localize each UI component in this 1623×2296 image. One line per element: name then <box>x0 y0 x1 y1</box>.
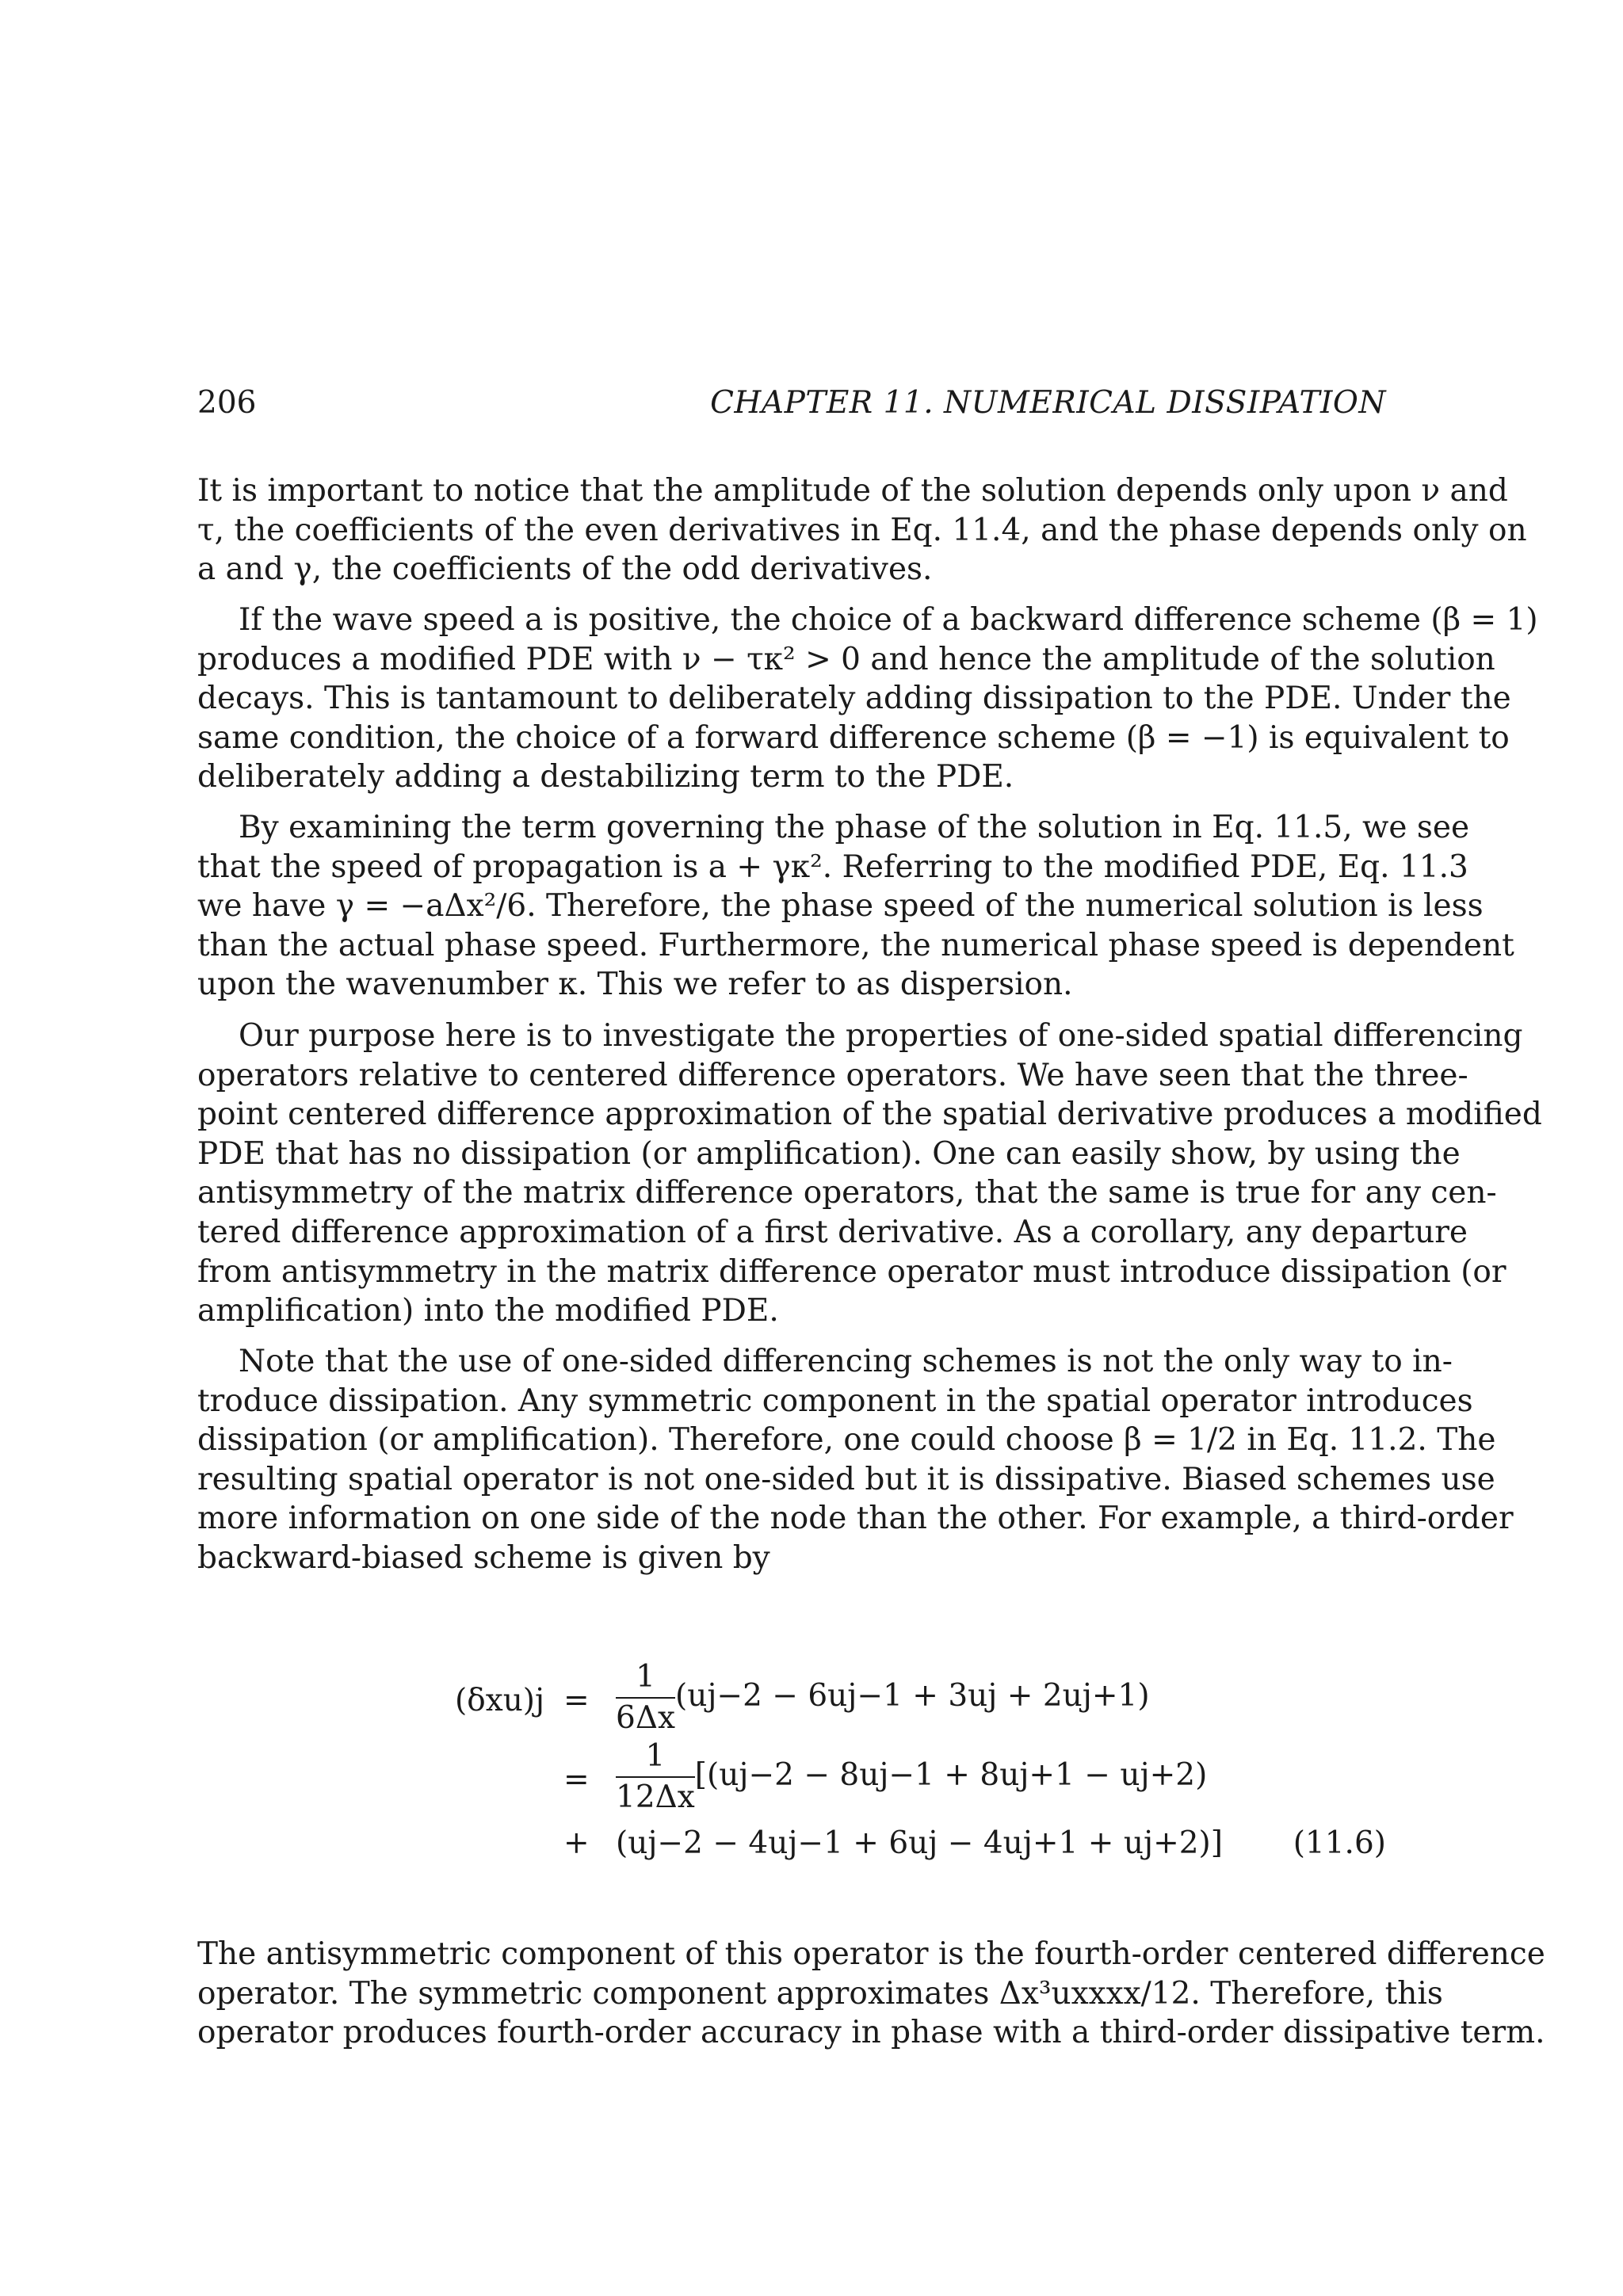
equation-lhs: (δxu)j <box>455 1683 545 1718</box>
equation-rhs <box>616 1737 1207 1817</box>
page-header <box>197 383 1386 423</box>
paragraph-line: that the speed of propagation is a + γκ². Referring to the modified PDE, Eq. 11.3 <box>197 849 1468 885</box>
page-content <box>197 0 1545 2296</box>
paragraph-line: It is important to notice that the amplitude of the solution depends only upon ν and <box>197 473 1508 509</box>
paragraph-line: If the wave speed a is positive, the choice of a backward difference scheme (β = 1) <box>239 602 1538 638</box>
paragraph-line: troduce dissipation. Any symmetric component in the spatial operator introduces <box>197 1383 1473 1419</box>
fraction-denominator: 6Δx <box>616 1700 675 1736</box>
paragraph-line: than the actual phase speed. Furthermore, the numerical phase speed is dependent <box>197 927 1514 963</box>
paragraph-line: The antisymmetric component of this operator is the fourth-order centered difference <box>197 1936 1545 1972</box>
paragraph-line: more information on one side of the node than the other. For example, a third-order <box>197 1501 1514 1537</box>
paragraph-line: upon the wavenumber κ. This we refer to as dispersion. <box>197 967 1073 1003</box>
paragraph-line: point centered difference approximation of the spatial derivative produces a modified <box>197 1097 1542 1133</box>
paragraph-3 <box>197 808 1514 1005</box>
paragraph-line: operator. The symmetric component approximates Δx³uxxxx/12. Therefore, this <box>197 1975 1443 2012</box>
fraction <box>616 1737 695 1817</box>
paragraph-line: a and γ, the coefficients of the odd derivatives. <box>197 551 933 588</box>
paragraph-line: PDE that has no dissipation (or amplification). One can easily show, by using the <box>197 1135 1461 1172</box>
paragraph-line: from antisymmetry in the matrix difference operator must introduce dissipation (or <box>197 1253 1507 1290</box>
paragraph-line: produces a modified PDE with ν − τκ² > 0 and hence the amplitude of the solution <box>197 641 1495 677</box>
fraction-denominator: 12Δx <box>616 1779 695 1815</box>
paragraph-line: antisymmetry of the matrix difference operators, that the same is true for any cen- <box>197 1175 1497 1211</box>
paragraph-line: dissipation (or amplification). Therefore, one could choose β = 1/2 in Eq. 11.2. The <box>197 1422 1496 1459</box>
paragraph-4 <box>197 1016 1542 1331</box>
paragraph-line: Note that the use of one-sided differencing schemes is not the only way to in- <box>239 1344 1453 1379</box>
paragraph-line: By examining the term governing the phase of the solution in Eq. 11.5, we see <box>239 810 1470 845</box>
paragraph-5 <box>197 1342 1514 1578</box>
running-title: CHAPTER 11. NUMERICAL DISSIPATION <box>710 385 1386 421</box>
fraction-numerator: 1 <box>616 1737 695 1778</box>
paragraph-line: operator produces fourth-order accuracy in phase with a third-order dissipative term. <box>197 2015 1545 2051</box>
paragraph-6 <box>197 1935 1545 2053</box>
equation-row-3 <box>197 1824 1386 1871</box>
paragraph-line: Our purpose here is to investigate the properties of one-sided spatial differencing <box>239 1018 1523 1054</box>
equation-rhs <box>616 1657 1150 1738</box>
paragraph-line: τ, the coefficients of the even derivatives in Eq. 11.4, and the phase depends only on <box>197 512 1527 548</box>
equation-terms: (uj−2 − 4uj−1 + 6uj − 4uj+1 + uj+2)] <box>616 1825 1223 1861</box>
equation-terms: (uj−2 − 6uj−1 + 3uj + 2uj+1) <box>674 1678 1150 1714</box>
paragraph-1 <box>197 471 1527 589</box>
paragraph-line: amplification) into the modified PDE. <box>197 1293 779 1329</box>
paragraph-line: backward-biased scheme is given by <box>197 1539 770 1576</box>
fraction <box>616 1657 675 1738</box>
paragraph-2 <box>197 601 1538 797</box>
equation-relation: = <box>563 1762 590 1798</box>
paragraph-line: we have γ = −aΔx²/6. Therefore, the phase speed of the numerical solution is less <box>197 888 1484 925</box>
paragraph-line: decays. This is tantamount to deliberately adding dissipation to the PDE. Under the <box>197 681 1511 717</box>
paragraph-line: same condition, the choice of a forward difference scheme (β = −1) is equivalent to <box>197 719 1510 756</box>
equation-relation: + <box>563 1825 590 1861</box>
paragraph-line: resulting spatial operator is not one-sided but it is dissipative. Biased schemes use <box>197 1461 1495 1497</box>
equation-number: (11.6) <box>1293 1825 1386 1861</box>
paragraph-line: operators relative to centered difference operators. We have seen that the three- <box>197 1057 1468 1093</box>
paragraph-line: deliberately adding a destabilizing term to the PDE. <box>197 759 1014 795</box>
equation-relation: = <box>563 1683 590 1718</box>
equation-11-6 <box>197 1657 1386 1887</box>
paragraph-line: tered difference approximation of a first derivative. As a corollary, any departure <box>197 1214 1468 1250</box>
fraction-numerator: 1 <box>616 1657 675 1699</box>
equation-terms: [(uj−2 − 8uj−1 + 8uj+1 − uj+2) <box>694 1757 1208 1793</box>
page-number: 206 <box>197 385 257 421</box>
